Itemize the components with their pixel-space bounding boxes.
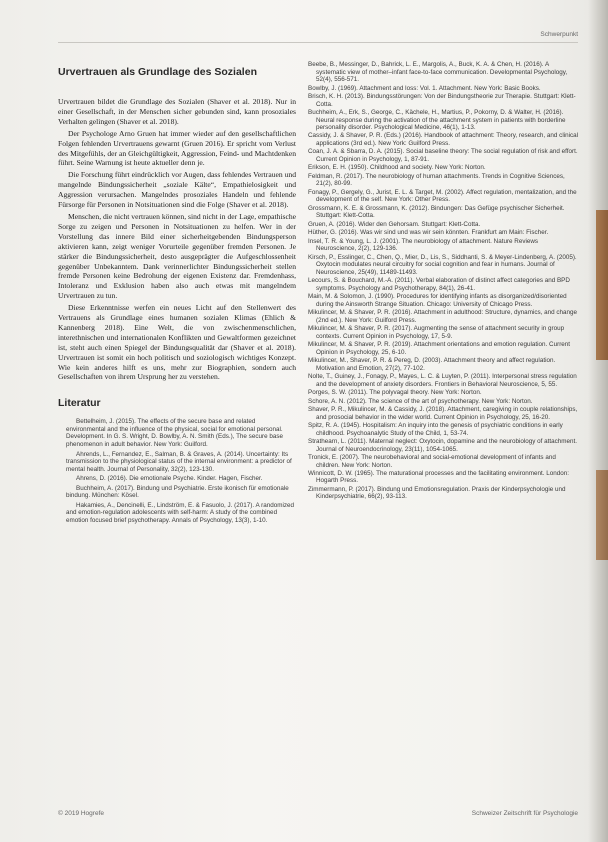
reference-entry: Erikson, E. H. (1950). Childhood and society. New York: Norton. <box>308 164 486 172</box>
paragraph: Menschen, die nicht vertrauen können, sind nicht in der Lage, empathische Sorge zu zeigen und Personen in Notsituationen zu helfen. Wer in der Vorstellung das innere Bild einer sicherheitgebenden Bindungsperson aktivieren kann, zeigt weniger Vorurteile gegenüber fremden Personen. Je stärker die Bindungssicherheit, desto ausgeprägter die Aufgeschlossenheit gegenüber Unbekanntem. Dank verinnerlichter Bindungssicherheit stellen fremde Personen keine Bedrohung der eigenen Existenz dar. Fremdenhass, Intoleranz und Exklusion haben also auch etwas mit mangelndem Urvertrauen zu tun. <box>58 211 296 301</box>
footer-journal: Schweizer Zeitschrift für Psychologie <box>471 810 578 817</box>
reference-entry: Grossmann, K. E. & Grossmann, K. (2012). Bindungen: Das Gefüge psychischer Sicherheit. Stuttgart: Klett-Cotta. <box>308 204 565 220</box>
reference-entry: Porges, S. W. (2011). The polyvagal theory. New York: Norton. <box>308 389 482 397</box>
footer-copyright: © 2019 Hogrefe <box>58 810 104 817</box>
reference-entry: Bowlby, J. (1969). Attachment and loss: Vol. 1. Attachment. New York: Basic Books. <box>308 84 541 92</box>
reference-entry: Main, M. & Solomon, J. (1990). Procedures for identifying infants as disorganized/disoriented during the Ainsworth Strange Situation. Chicago: University of Chicago Press. <box>308 293 567 308</box>
reference-entry: Hakamies, A., Dencinelli, E., Lindström, E. & Fasuolo, J. (2017). A randomized and emotion-regulation adolescents with self-harm: A study of the combined emotion focused brief psychotherapy. Annals of Psychology, 13(3), 1-10. <box>66 501 295 524</box>
paragraph: Diese Erkenntnisse werfen ein neues Licht auf den Stellenwert des Vertrauens als Grundlage eines humanen sozialen Klimas (Ehlich & Kannenberg 2018). Eine Welt, die von zwischenmenschlichen, interethnischen und internationalen Konflikten und Gewaltformen gezeichnet ist, steht auch einen Spiegel der Bindungsqualität dar (Shaver et al. 2018). Urvertrauen ist somit ein hoch politisch und soziologisch wichtiges Konzept. Wie kein anderes hilft es uns, mehr zur Biographien, sondern auch Gesellschaften von ihrem Ursprung her zu verstehen. <box>58 303 296 382</box>
running-head: Schwerpunkt <box>540 31 578 38</box>
reference-entry: Gruen, A. (2016). Wider den Gehorsam. Stuttgart: Klett-Cotta. <box>308 220 481 228</box>
page-tab-marker <box>596 210 608 360</box>
paragraph: Die Forschung führt eindrücklich vor Augen, dass fehlendes Vertrauen und mangelnde Bindungssicherheit „soziale Kälte“, Empathielosigkeit und Aggression verursachen. Mangelndes prosoziales Handeln und fehlende Fürsorge für Personen in Notsituationen sind die Folge (Shaver et al. 2018). <box>58 170 296 210</box>
reference-entry: Buchheim, A. (2017). Bindung und Psychiatrie. Erste ikonisch für emotionale bindung. München: Kösel. <box>66 484 289 500</box>
reference-entry: Ahrens, D. (2016). Die emotionale Psyche. Kinder. Hagen, Fischer. <box>76 475 263 483</box>
reference-entry: Bettelheim, J. (2015). The effects of the secure base and related environmental and the influence of the physical, social for emotional personal. Development. In G. S. Wright, D. Bowlby, A. N. Smith (Eds.), The secure base phenomenon in adult behavior. New York: Guilford. <box>66 418 283 449</box>
literature-heading: Literatur <box>58 397 101 410</box>
section-heading: Urvertrauen als Grundlage des Sozialen <box>58 66 257 78</box>
reference-entry: Insel, T. R. & Young, L. J. (2001). The neurobiology of attachment. Nature Reviews Neuroscience, 2(2), 129-136. <box>308 237 539 253</box>
left-column <box>58 66 296 526</box>
reference-entry: Brisch, K. H. (2013). Bindungsstörungen: Von der Bindungstheorie zur Therapie. Stuttgart: Klett-Cotta. <box>308 92 576 108</box>
reference-entry: Feldman, R. (2017). The neurobiology of human attachments. Trends in Cognitive Sciences, 21(2), 80-99. <box>308 172 565 188</box>
reference-entry: Mikulincer, M. & Shaver, P. R. (2019). Attachment orientations and emotion regulation. Current Opinion in Psychology, 25, 6-10. <box>308 341 571 356</box>
reference-entry: Buchheim, A., Erk, S., George, C., Kächele, H., Martius, P., Pokorny, D. & Walter, H. (2016). Neural response during the activation of the attachment system in patients with borderline personality disorder. Psychological Medicine, 46(1), 1-13. <box>308 108 566 132</box>
paragraph: Urvertrauen bildet die Grundlage des Sozialen (Shaver et al. 2018). Nur in einer Gesellschaft, in der Menschen sicher gebunden sind, kann prosoziales Verhalten gelingen (Shaver et al. 2018). <box>58 97 296 126</box>
reference-entry: Winnicott, D. W. (1965). The maturational processes and the facilitating environment. London: Hogarth Press. <box>308 469 569 485</box>
reference-entry: Fonagy, P., Gergely, G., Jurist, E. L. & Target, M. (2002). Affect regulation, mentalization, and the development of the self. New York: Other Press. <box>308 188 577 204</box>
page-edge-shadow <box>588 0 608 842</box>
header-rule <box>58 42 578 43</box>
page-tab-marker <box>596 470 608 560</box>
reference-entry: Cassidy, J. & Shaver, P. R. (Eds.) (2016). Handbook of attachment: Theory, research, and clinical applications (3rd ed.). New York: Guilford Press. <box>308 132 579 148</box>
body-text <box>58 97 296 382</box>
reference-entry: Tronick, E. (2007). The neurobehavioral and social-emotional development of infants and children. New York: Norton. <box>308 453 556 469</box>
reference-entry: Mikulincer, M., Shaver, P. R. & Pereg, D. (2003). Attachment theory and affect regulation. Motivation and Emotion, 27(2), 77-102. <box>308 357 556 372</box>
literature-section <box>58 397 296 524</box>
reference-list <box>308 61 580 501</box>
reference-entry: Strathearn, L. (2011). Maternal neglect: Oxytocin, dopamine and the neurobiology of attachment. Journal of Neuroendocrinology, 23(11), 1054-1065. <box>308 437 578 453</box>
reference-entry: Schore, A. N. (2012). The science of the art of psychotherapy. New York: Norton. <box>308 397 533 405</box>
reference-entry: Lecours, S. & Bouchard, M.-A. (2011). Verbal elaboration of distinct affect categories and BPD symptoms. Psychology and Psychotherapy, 84(1), 26-41. <box>308 277 570 292</box>
right-column <box>308 61 580 502</box>
paragraph: Der Psychologe Arno Gruen hat immer wieder auf den gesellschaftlichen Folgen fehlenden Urvertrauens gewarnt (Gruen 2016). Er spricht vom Verlust des Mitgefühls, der an Gleichgültigkeit, Aggression, Feind- und Machtdenken führt. Seine Warnung ist heute aktueller denn je. <box>58 128 296 168</box>
reference-entry: Beebe, B., Messinger, D., Bahrick, L. E., Margolis, A., Buck, K. A. & Chen, H. (2016). A systematic view of mother–infant face-to-face communication. Developmental Psychology, 52(4), 556-571. <box>308 61 568 84</box>
reference-entry: Shaver, P. R., Mikulincer, M. & Cassidy, J. (2018). Attachment, caregiving in couple relationships, and prosocial behavior in the wider world. Current Opinion in Psychology, 25, 16-20. <box>308 406 578 421</box>
reference-list <box>58 418 296 524</box>
reference-entry: Coan, J. A. & Sbarra, D. A. (2015). Social baseline theory: The social regulation of risk and effort. Current Opinion in Psychology, 1, 87-91. <box>308 148 578 164</box>
reference-entry: Zimmermann, P. (2017). Bindung und Emotionsregulation. Praxis der Kinderpsychologie und Kinderpsychiatrie, 66(2), 93-113. <box>308 485 566 501</box>
reference-entry: Kirsch, P., Esslinger, C., Chen, Q., Mier, D., Lis, S., Siddhanti, S. & Meyer-Lindenberg, A. (2005). Oxytocin modulates neural circuitry for social cognition and fear in humans. Journal of Neuroscience, 25(49), 11489-11493. <box>308 253 577 276</box>
reference-entry: Mikulincer, M. & Shaver, P. R. (2017). Augmenting the sense of attachment security in group contexts. Current Opinion in Psychology, 17, 5-9. <box>308 325 565 340</box>
reference-entry: Hüther, G. (2016). Was wir sind und was wir sein könnten. Frankfurt am Main: Fischer. <box>308 229 549 237</box>
reference-entry: Nolte, T., Guiney, J., Fonagy, P., Mayes, L. C. & Luyten, P. (2011). Interpersonal stress regulation and the development of anxiety disorders. Frontiers in Behavioral Neuroscience, 5, 55. <box>308 373 577 388</box>
reference-entry: Mikulincer, M. & Shaver, P. R. (2016). Attachment in adulthood: Structure, dynamics, and change (2nd ed.). New York: Guilford Press. <box>308 309 578 324</box>
reference-entry: Spitz, R. A. (1945). Hospitalism: An inquiry into the genesis of psychiatric conditions in early childhood. Psychoanalytic Study of the Child, 1, 53-74. <box>308 421 563 437</box>
reference-entry: Ahrends, L., Fernandez, E., Salman, B. & Graves, A. (2014). Uncertainty: Its transmission to the physiological status of the internal environment: a predictor of mental health. Journal of Personality, 32(2), 123-130. <box>66 450 292 473</box>
